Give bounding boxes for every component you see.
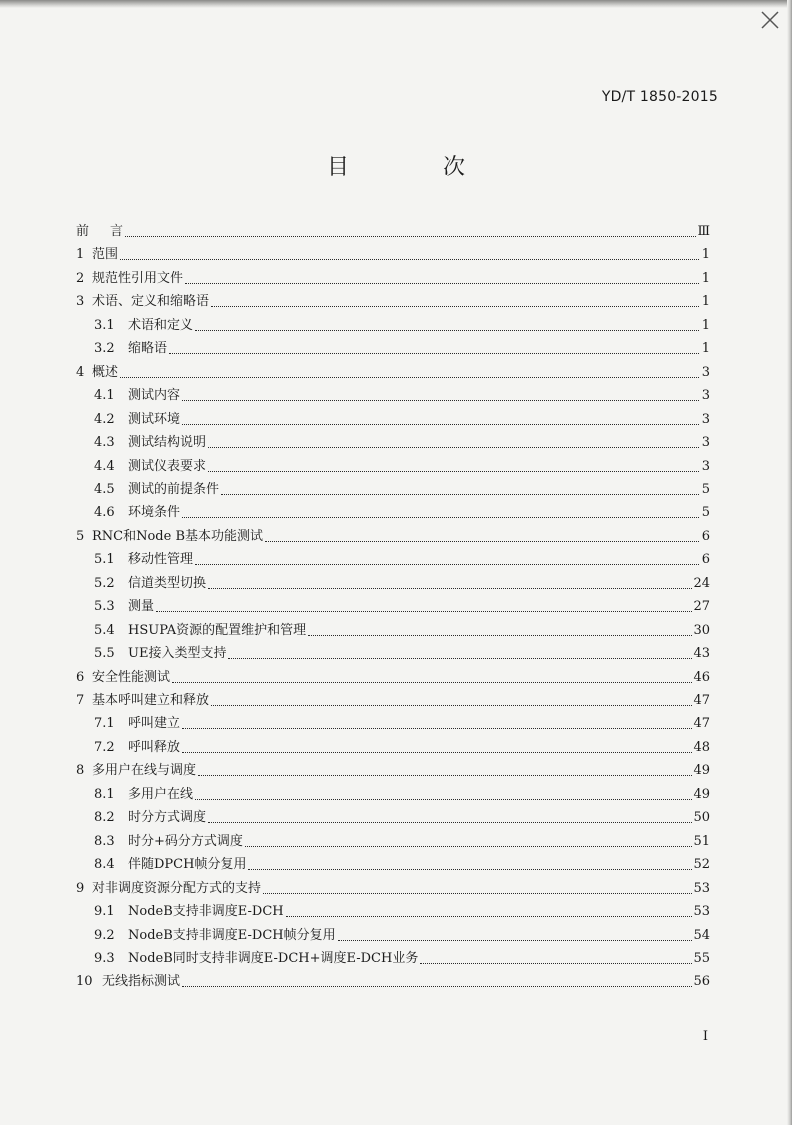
toc-entry-title: 概述 (92, 364, 119, 380)
toc-entry[interactable] (94, 384, 710, 404)
toc-entry[interactable] (94, 431, 710, 451)
toc-entry-title: 测量 (128, 599, 155, 615)
toc-title: 目 次 (326, 155, 501, 180)
toc-leader-dots (198, 774, 692, 776)
toc-entry-number: 9.1 (94, 904, 115, 920)
toc-entry[interactable] (94, 712, 710, 732)
toc-entry[interactable] (94, 572, 710, 592)
toc-entry-number: 4.4 (94, 458, 115, 474)
toc-entry[interactable] (94, 900, 710, 920)
toc-entry-page: 55 (693, 950, 710, 966)
toc-entry[interactable] (94, 478, 710, 498)
toc-leader-dots (195, 798, 692, 800)
toc-leader-dots (120, 258, 699, 260)
toc-entry-number: 7.1 (94, 716, 115, 732)
toc-entry-page: 56 (693, 974, 710, 990)
toc-entry-number: 6 (76, 669, 85, 685)
toc-entry-number: 10 (76, 974, 93, 990)
toc-entry-title: 时分+码分方式调度 (128, 833, 243, 849)
toc-entry[interactable] (94, 830, 710, 850)
toc-leader-dots (245, 845, 693, 847)
toc-entry[interactable] (94, 595, 710, 615)
toc-entry-number: 4.5 (94, 481, 115, 497)
toc-leader-dots (211, 704, 692, 706)
toc-entry-number: 8 (76, 763, 85, 779)
toc-entry-title: 安全性能测试 (92, 669, 171, 685)
toc-entry-page: 3 (701, 388, 710, 404)
toc-entry[interactable] (76, 243, 710, 263)
toc-entry-page: 3 (701, 458, 710, 474)
toc-entry-number: 8.3 (94, 833, 115, 849)
toc-entry-title: 缩略语 (128, 341, 168, 357)
toc-entry-page: 27 (693, 599, 710, 615)
toc-entry-page: 50 (693, 810, 710, 826)
toc-entry-title: 术语、定义和缩略语 (92, 294, 210, 310)
toc-entry[interactable] (94, 642, 710, 662)
toc-leader-dots (182, 985, 692, 987)
toc-entry-number: 3.1 (94, 317, 115, 333)
toc-entry-number: 5.1 (94, 552, 115, 568)
toc-leader-dots (263, 892, 692, 894)
toc-entry-page: 5 (701, 481, 710, 497)
toc-entry-number: 8.1 (94, 786, 115, 802)
toc-entry-page: Ⅲ (697, 224, 710, 239)
toc-entry[interactable] (94, 408, 710, 428)
document-id: YD/T 1850-2015 (601, 89, 718, 105)
toc-entry[interactable] (76, 689, 710, 709)
toc-entry-number: 7.2 (94, 739, 115, 755)
toc-entry-page: 1 (701, 317, 710, 333)
toc-entry-title: 无线指标测试 (102, 974, 181, 990)
toc-entry-title: 环境条件 (128, 505, 181, 521)
toc-entry-number: 9 (76, 880, 85, 896)
toc-leader-dots (120, 376, 699, 378)
toc-entry-page: 24 (693, 575, 710, 591)
toc-leader-dots (169, 352, 699, 354)
toc-entry-number: 7 (76, 693, 85, 708)
toc-entry-number: 9.2 (94, 927, 115, 943)
toc-entry-title: 范围 (92, 247, 119, 263)
toc-entry-page: 1 (701, 294, 710, 310)
toc-entry-number: 8.2 (94, 810, 115, 826)
toc-entry-number: 5.5 (94, 646, 115, 662)
toc-entry-page: 48 (693, 739, 710, 755)
page-corner-mark (760, 10, 780, 30)
toc-entry-page: 49 (693, 763, 710, 779)
toc-entry-number: 4.3 (94, 435, 115, 451)
toc-leader-dots (182, 751, 692, 753)
toc-leader-dots (195, 563, 699, 565)
toc-entry[interactable] (94, 619, 710, 639)
toc-entry-page: 54 (693, 927, 710, 943)
toc-leader-dots (182, 423, 699, 425)
toc-entry-number: 4.1 (94, 388, 115, 404)
toc-entry-page: 47 (693, 693, 710, 708)
toc-leader-dots (208, 821, 692, 823)
toc-entry-page: 51 (693, 833, 710, 849)
toc-entry-page: 1 (701, 270, 710, 286)
toc-entry-number: 8.4 (94, 857, 115, 873)
toc-leader-dots (172, 681, 692, 683)
toc-entry-title: 伴随DPCH帧分复用 (128, 857, 247, 873)
toc-entry-title: NodeB支持非调度E-DCH (128, 904, 284, 920)
toc-entry-page: 49 (693, 786, 710, 802)
toc-entry-title: 呼叫释放 (128, 739, 181, 755)
toc-entry-number: 5.4 (94, 622, 115, 638)
toc-entry-title: 对非调度资源分配方式的支持 (92, 880, 262, 896)
toc-entry-title: 测试结构说明 (128, 435, 207, 451)
toc-entry[interactable] (94, 548, 710, 568)
toc-entry[interactable] (94, 337, 710, 357)
toc-entry-title: 多用户在线 (128, 786, 194, 802)
toc-entry-page: 43 (693, 646, 710, 662)
toc-leader-dots (265, 540, 699, 542)
toc-leader-dots (182, 399, 699, 401)
toc-entry-title: 测试的前提条件 (128, 481, 220, 497)
toc-leader-dots (208, 446, 699, 448)
toc-entry[interactable] (94, 455, 710, 475)
toc-entry-page: 5 (701, 505, 710, 521)
toc-entry[interactable] (94, 783, 710, 803)
toc-entry-title: 移动性管理 (128, 552, 194, 568)
toc-entry[interactable] (76, 666, 710, 686)
toc-entry[interactable] (94, 853, 710, 873)
toc-entry-number: 5 (76, 528, 85, 544)
toc-leader-dots (228, 657, 692, 659)
toc-entry-page: 1 (701, 341, 710, 357)
toc-entry-page: 3 (701, 435, 710, 451)
toc-entry-page: 6 (701, 528, 710, 544)
toc-entry[interactable] (94, 736, 710, 756)
toc-entry-title: RNC和Node B基本功能测试 (92, 528, 264, 544)
toc-entry-page: 46 (693, 669, 710, 685)
toc-entry-number: 3.2 (94, 341, 115, 357)
toc-leader-dots (185, 282, 699, 284)
page-number: I (702, 1029, 708, 1044)
toc-entry-number: 4.6 (94, 505, 115, 521)
toc-entry[interactable] (76, 525, 710, 545)
toc-entry-title: 术语和定义 (128, 317, 194, 333)
toc-entry[interactable] (76, 267, 710, 287)
toc-leader-dots (195, 329, 699, 331)
toc-leader-dots (208, 587, 692, 589)
toc-entry-number: 3 (76, 294, 85, 310)
toc-leader-dots (221, 493, 699, 495)
scan-edge-top (0, 0, 792, 8)
toc-entry-title: HSUPA资源的配置维护和管理 (128, 622, 307, 638)
toc-entry-number: 5.3 (94, 599, 115, 615)
toc-entry-number: 2 (76, 270, 85, 286)
toc-leader-dots (208, 470, 699, 472)
toc-entry[interactable] (76, 877, 710, 897)
toc-entry-number: 9.3 (94, 950, 115, 966)
toc-entry-title: 规范性引用文件 (92, 270, 184, 286)
toc-entry-page: 53 (693, 880, 710, 896)
toc-entry[interactable] (94, 947, 710, 967)
toc-entry-title: NodeB同时支持非调度E-DCH+调度E-DCH业务 (128, 950, 419, 966)
toc-entry[interactable] (94, 314, 710, 334)
toc-entry-title: 测试仪表要求 (128, 458, 207, 474)
toc-entry-title: UE接入类型支持 (128, 646, 227, 662)
toc-entry-page: 3 (701, 411, 710, 427)
toc-leader-dots (125, 235, 696, 237)
toc-leader-dots (420, 962, 692, 964)
toc-entry-number: 1 (76, 247, 85, 263)
toc-leader-dots (211, 305, 699, 307)
toc-entry[interactable] (94, 806, 710, 826)
toc-entry[interactable] (76, 290, 710, 310)
toc-leader-dots (182, 516, 699, 518)
toc-entry-number: 4.2 (94, 411, 115, 427)
toc-entry[interactable] (76, 759, 710, 779)
toc-entry[interactable] (76, 970, 710, 990)
toc-entry-title: 测试内容 (128, 388, 181, 404)
toc-entry[interactable] (94, 501, 710, 521)
toc-entry-title: 言 (110, 224, 124, 239)
toc-leader-dots (286, 915, 693, 917)
toc-entry-page: 6 (701, 552, 710, 568)
toc-entry-page: 30 (693, 622, 710, 638)
toc-entry-title: 呼叫建立 (128, 716, 181, 732)
toc-entry-page: 47 (693, 716, 710, 732)
toc-entry-number: 前 (76, 224, 90, 239)
toc-leader-dots (308, 634, 692, 636)
toc-entry[interactable] (94, 924, 710, 944)
toc-entry[interactable] (76, 361, 710, 381)
toc-entry-title: 信道类型切换 (128, 575, 207, 591)
toc-entry-title: 时分方式调度 (128, 810, 207, 826)
toc-entry[interactable] (76, 220, 710, 240)
toc-entry-page: 52 (693, 857, 710, 873)
toc-leader-dots (338, 939, 693, 941)
toc-leader-dots (156, 610, 692, 612)
toc-leader-dots (182, 727, 692, 729)
toc-entry-title: 多用户在线与调度 (92, 763, 197, 779)
toc-leader-dots (248, 868, 692, 870)
toc-entry-number: 5.2 (94, 575, 115, 591)
toc-entry-title: NodeB支持非调度E-DCH帧分复用 (128, 927, 336, 943)
toc-entry-page: 3 (701, 364, 710, 380)
toc-entry-number: 4 (76, 364, 85, 380)
toc-entry-page: 1 (701, 247, 710, 263)
toc-entry-title: 基本呼叫建立和释放 (92, 693, 210, 708)
toc-entry-title: 测试环境 (128, 411, 181, 427)
toc-entry-page: 53 (693, 904, 710, 920)
